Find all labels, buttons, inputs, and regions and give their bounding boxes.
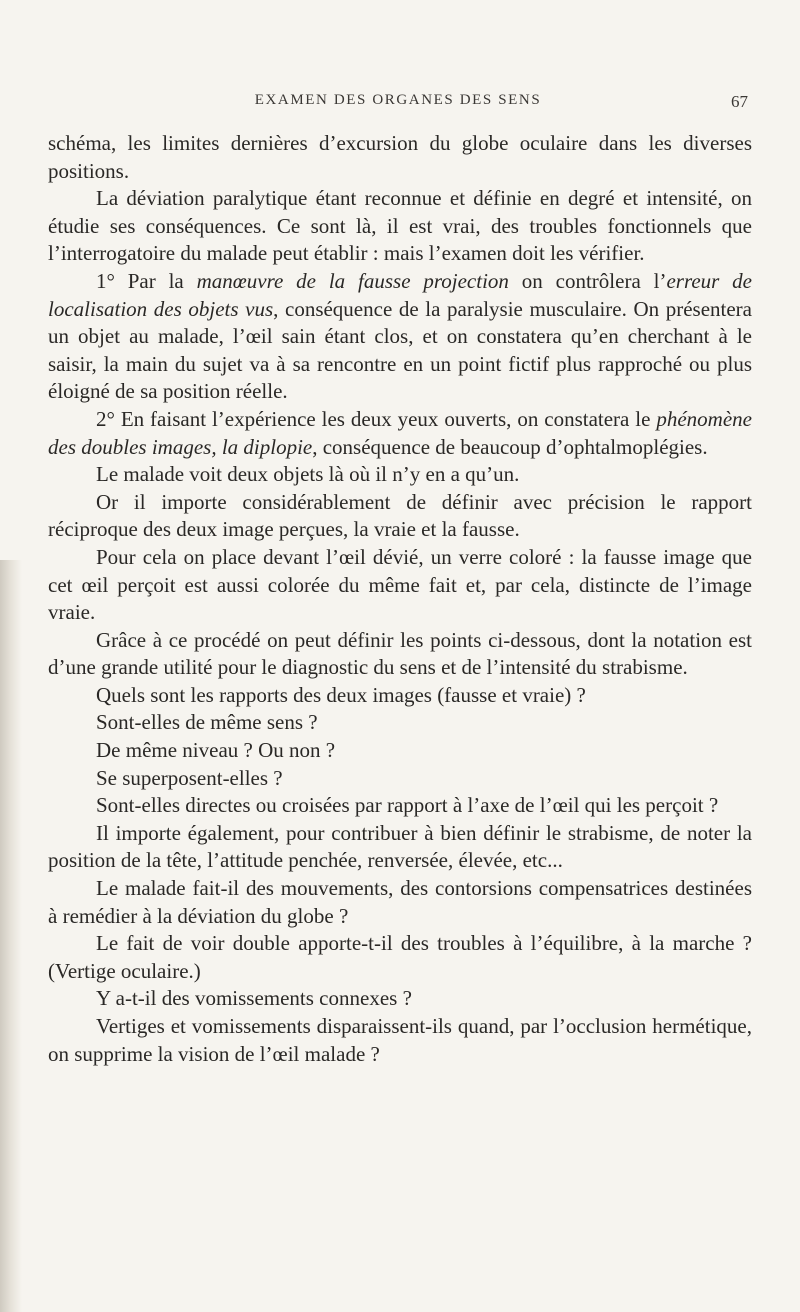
emphasis-term: phénomène des doubles images, la diplopie <box>48 406 752 459</box>
paragraph-suffix: , conséquence de la paralysie musculaire. On présentera un objet au malade, l’œil sain étant clos, et on constatera qu’en cherchant à le saisir, la main du sujet va à sa rencontre en un point fictif plus rapproché ou plus éloigné de sa position réelle. <box>48 296 752 404</box>
question: Le malade fait-il des mouvements, des contorsions compensatrices destinées à remédier à la déviation du globe ? <box>48 876 752 928</box>
question: Se superposent-elles ? <box>96 765 283 790</box>
paragraph: Grâce à ce procédé on peut définir les points ci-dessous, dont la notation est d’une grande utilité pour le diagnostic du sens et de l’intensité du strabisme. <box>48 627 752 680</box>
question: Vertiges et vomissements disparaissent-ils quand, par l’occlusion hermétique, on supprime la vision de l’œil malade ? <box>48 1014 752 1066</box>
paragraph <box>48 406 752 461</box>
paragraph: Or il importe considérablement de définir avec précision le rapport réciproque des deux image perçues, la vraie et la fausse. <box>48 489 752 542</box>
body-text <box>48 130 752 1068</box>
emphasis-term: erreur de localisation des objets vus <box>48 268 753 321</box>
paragraph <box>48 268 752 406</box>
page-number: 67 <box>731 92 748 111</box>
paragraph-middle: on contrôlera l’ <box>508 268 667 293</box>
question: Y a-t-il des vomissements connexes ? <box>96 986 412 1011</box>
paragraph: schéma, les limites dernières d’excursion du globe oculaire dans les diverses positions. <box>48 131 752 183</box>
question: Quels sont les rapports des deux images (fausse et vraie) ? <box>96 682 586 707</box>
running-title: EXAMEN DES ORGANES DES SENS <box>254 92 542 108</box>
paragraph-suffix: , conséquence de beaucoup d’ophtalmoplégies. <box>312 434 708 459</box>
question: Sont-elles directes ou croisées par rapport à l’axe de l’œil qui les perçoit ? <box>96 793 719 818</box>
paragraph: Le malade voit deux objets là où il n’y en a qu’un. <box>96 462 520 487</box>
question: De même niveau ? Ou non ? <box>96 738 336 763</box>
paragraph: Il importe également, pour contribuer à bien définir le strabisme, de noter la position de la tête, l’attitude penchée, renversée, élevée, etc... <box>48 820 752 873</box>
emphasis-term: manœuvre de la fausse projection <box>196 268 509 293</box>
paragraph-prefix: 1° Par la <box>96 268 197 293</box>
paragraph: La déviation paralytique étant reconnue et définie en degré et intensité, on étudie ses conséquences. Ce sont là, il est vrai, des troubles fonctionnels que l’interrogatoire du malade peut établir : mais l’examen doit les vérifier. <box>48 186 752 266</box>
question: Le fait de voir double apporte-t-il des troubles à l’équilibre, à la marche ? (Vertige oculaire.) <box>48 931 752 983</box>
paragraph: Pour cela on place devant l’œil dévié, un verre coloré : la fausse image que cet œil perçoit est aussi colorée du même fait et, par cela, distincte de l’image vraie. <box>48 544 752 625</box>
question: Sont-elles de même sens ? <box>96 710 318 735</box>
running-head <box>48 92 748 116</box>
paragraph-prefix: 2° En faisant l’expérience les deux yeux ouverts, on constatera le <box>96 406 657 431</box>
binding-shadow <box>0 560 22 1312</box>
